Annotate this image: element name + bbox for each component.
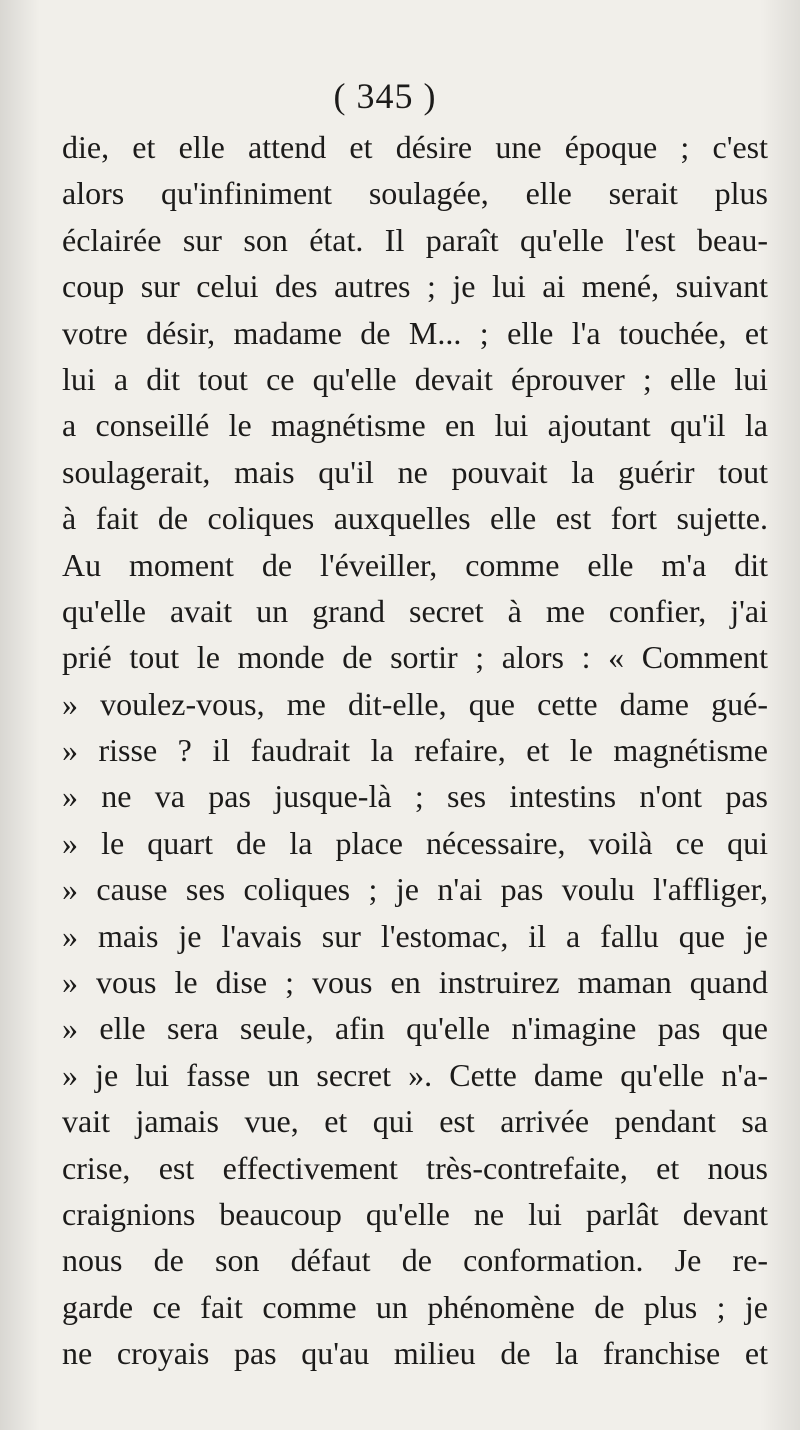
text-line: soulagerait, mais qu'il ne pouvait la guérir tout <box>62 453 768 490</box>
text-line: à fait de coliques auxquelles elle est fort sujette. <box>62 500 768 537</box>
body-text <box>62 124 768 1377</box>
text-line: » voulez-vous, me dit-elle, que cette dame gué- <box>62 685 768 722</box>
text-line: garde ce fait comme un phénomène de plus ; je <box>62 1288 768 1325</box>
text-line: votre désir, madame de M... ; elle l'a touchée, et <box>62 314 768 351</box>
text-line: prié tout le monde de sortir ; alors : « Comment <box>62 639 768 676</box>
text-line: coup sur celui des autres ; je lui ai mené, suivant <box>62 268 768 305</box>
text-line: éclairée sur son état. Il paraît qu'elle l'est beau- <box>62 221 768 258</box>
text-line: lui a dit tout ce qu'elle devait éprouver ; elle lui <box>62 360 768 397</box>
text-line: » mais je l'avais sur l'estomac, il a fallu que je <box>62 917 768 954</box>
text-line: ne croyais pas qu'au milieu de la franchise et <box>62 1335 768 1372</box>
text-line: crise, est effectivement très-contrefaite, et nous <box>62 1149 768 1186</box>
text-line: alors qu'infiniment soulagée, elle serait plus <box>62 175 768 212</box>
text-line: » le quart de la place nécessaire, voilà ce qui <box>62 824 768 861</box>
text-line: craignions beaucoup qu'elle ne lui parlât devant <box>62 1195 768 1232</box>
text-line: nous de son défaut de conformation. Je re- <box>62 1242 768 1279</box>
text-line: vait jamais vue, et qui est arrivée pendant sa <box>62 1103 768 1140</box>
text-line: » vous le dise ; vous en instruirez maman quand <box>62 964 768 1001</box>
text-line: » cause ses coliques ; je n'ai pas voulu l'affliger, <box>62 871 768 908</box>
text-line: » je lui fasse un secret ». Cette dame qu'elle n'a- <box>62 1056 768 1093</box>
text-line: Au moment de l'éveiller, comme elle m'a dit <box>62 546 768 583</box>
text-line: » risse ? il faudrait la refaire, et le magnétisme <box>62 732 768 769</box>
text-line: » elle sera seule, afin qu'elle n'imagine pas que <box>62 1010 768 1047</box>
text-line: die, et elle attend et désire une époque ; c'est <box>62 129 768 165</box>
text-line: » ne va pas jusque-là ; ses intestins n'ont pas <box>62 778 768 815</box>
text-line: a conseillé le magnétisme en lui ajoutant qu'il la <box>62 407 768 444</box>
page-number: ( 345 ) <box>333 76 437 116</box>
text-line: qu'elle avait un grand secret à me confier, j'ai <box>62 592 768 629</box>
